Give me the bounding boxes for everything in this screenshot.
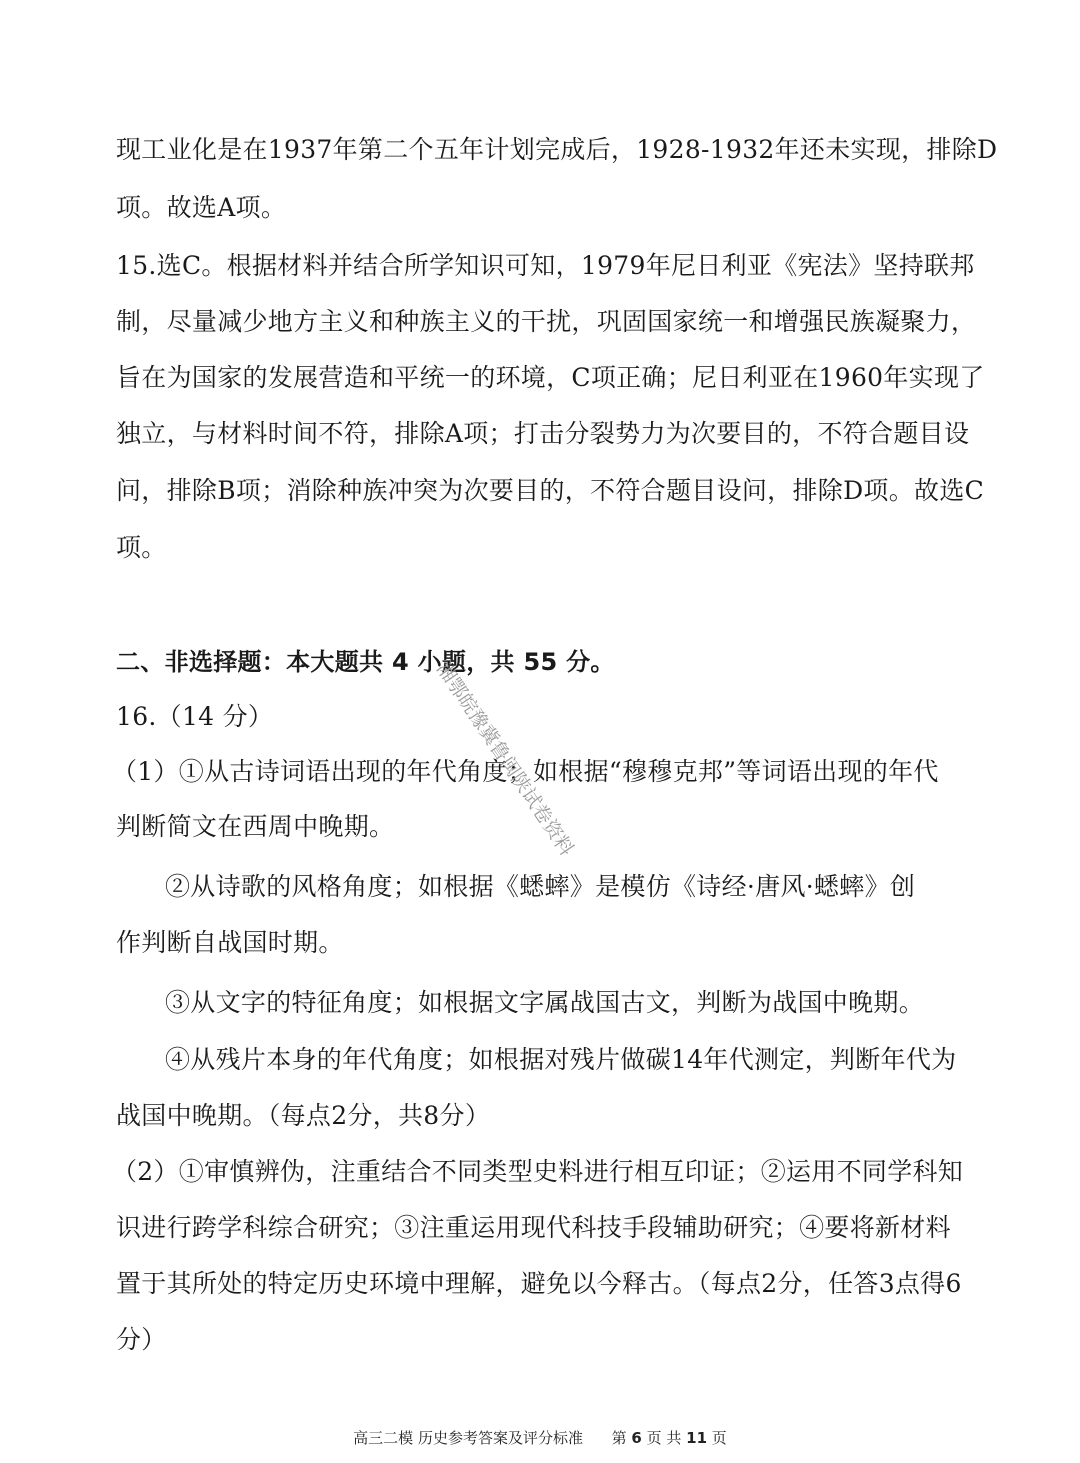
page-footer — [0, 1427, 1080, 1448]
q16-part2-line-2: 识进行跨学科综合研究；③注重运用现代科技手段辅助研究；④要将新材料 — [116, 1213, 951, 1242]
q16-part2-line-1: （2）①审慎辨伪，注重结合不同类型史料进行相互印证；②运用不同学科知 — [112, 1157, 964, 1186]
answer-15-line-3: 旨在为国家的发展营造和平统一的环境，C项正确；尼日利亚在1960年实现了 — [116, 363, 985, 392]
footer-total-pages: 11 — [686, 1429, 708, 1447]
footer-page-suffix: 页 — [711, 1429, 727, 1447]
footer-title: 高三二模 历史参考答案及评分标准 — [353, 1429, 583, 1447]
q16-part1-line-1: （1）①从古诗词语出现的年代角度；如根据“穆穆克邦”等词语出现的年代 — [112, 757, 939, 786]
q16-part1-point2-line-2: 作判断自战国时期。 — [116, 928, 344, 957]
q16-part1-point4-line-1: ④从残片本身的年代角度；如根据对残片做碳14年代测定，判断年代为 — [165, 1045, 957, 1074]
q16-part1-line-2: 判断简文在西周中晚期。 — [116, 812, 395, 841]
answer-15-line-4: 独立，与材料时间不符，排除A项；打击分裂势力为次要目的，不符合题目设 — [116, 419, 970, 448]
footer-page-middle: 页 共 — [646, 1429, 682, 1447]
watermark-text: 湘鄂皖豫冀鲁闽陕试卷资料 — [431, 658, 578, 860]
q16-part1-point3: ③从文字的特征角度；如根据文字属战国古文，判断为战国中晚期。 — [165, 988, 925, 1017]
answer-15-line-5: 问，排除B项；消除种族冲突为次要目的，不符合题目设问，排除D项。故选C — [116, 476, 985, 505]
footer-page-number: 6 — [631, 1429, 642, 1447]
footer-page-prefix: 第 — [611, 1429, 627, 1447]
q16-part2-line-3: 置于其所处的特定历史环境中理解，避免以今释古。（每点2分，任答3点得6 — [116, 1269, 962, 1298]
answer-15-line-1: 15.选C。根据材料并结合所学知识可知，1979年尼日利亚《宪法》坚持联邦 — [116, 251, 975, 280]
answer-15-line-6: 项。 — [116, 533, 167, 562]
answer-15-line-2: 制，尽量减少地方主义和种族主义的干扰，巩固国家统一和增强民族凝聚力， — [116, 307, 977, 336]
question-16-header: 16.（14 分） — [116, 702, 274, 731]
answer-14-continuation-line-1: 现工业化是在1937年第二个五年计划完成后，1928-1932年还未实现，排除D — [116, 135, 998, 164]
section-heading: 二、非选择题：本大题共 4 小题，共 55 分。 — [116, 648, 615, 676]
q16-part2-line-4: 分） — [116, 1325, 167, 1354]
q16-part1-point4-line-2: 战国中晚期。（每点2分，共8分） — [116, 1101, 491, 1130]
q16-part1-point2-line-1: ②从诗歌的风格角度；如根据《蟋蟀》是模仿《诗经·唐风·蟋蟀》创 — [165, 872, 916, 901]
answer-14-continuation-line-2: 项。故选A项。 — [116, 193, 287, 222]
